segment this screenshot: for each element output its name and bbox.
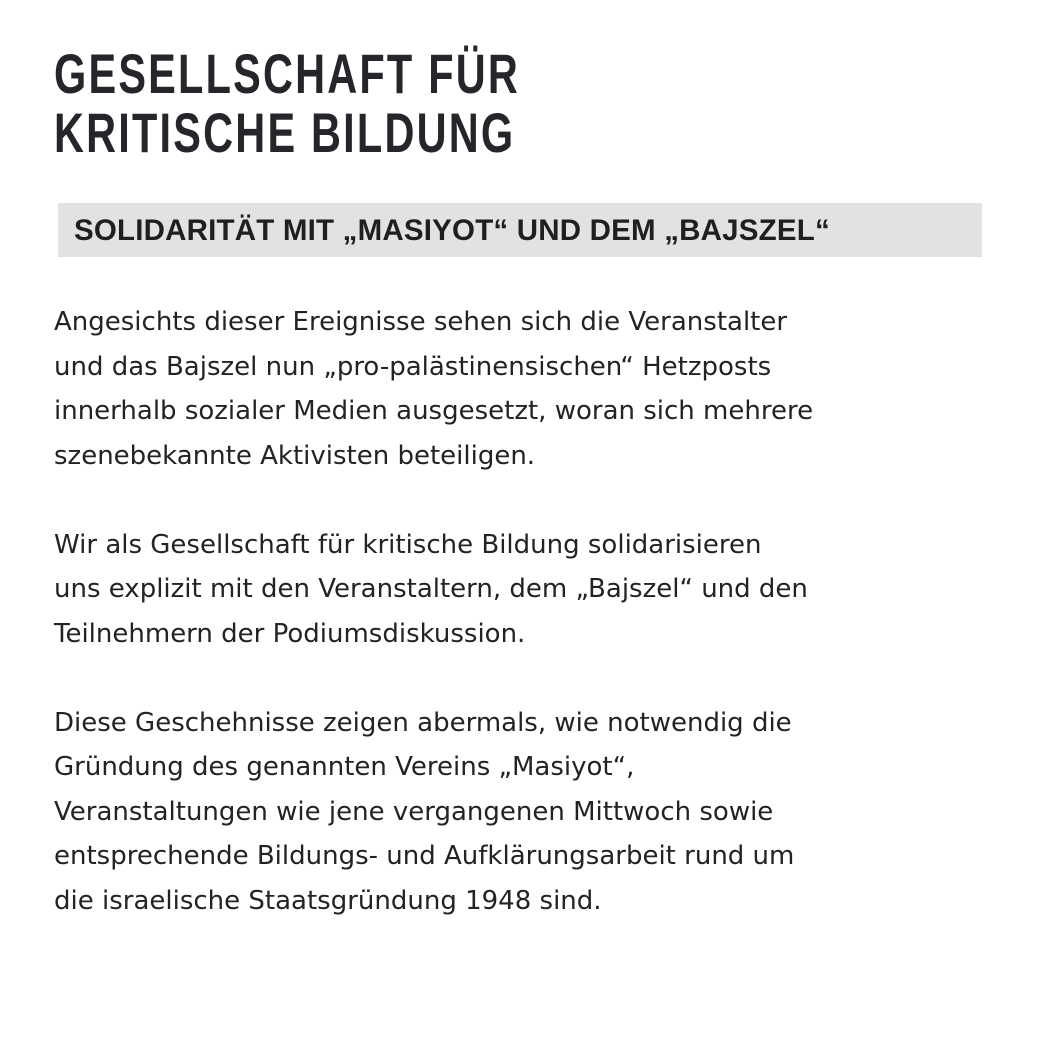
logo-line-1: GESELLSCHAFT FÜR [54,42,521,105]
paragraph-line: Wir als Gesellschaft für kritische Bildung solidarisieren [54,529,762,560]
headline-bar [58,203,982,257]
paragraph-line: Teilnehmern der Podiumsdiskussion. [54,618,526,649]
paragraph-3 [54,701,1014,924]
logo-line-2: KRITISCHE BILDUNG [54,101,516,164]
paragraph-line: uns explizit mit den Veranstaltern, dem „Bajszel“ und den [54,574,808,604]
paragraph-line: szenebekannte Aktivisten beteiligen. [54,440,536,471]
paragraph-line: Gründung des genannten Vereins „Masiyot“, [54,752,635,782]
paragraph-line: die israelische Staatsgründung 1948 sind. [54,885,602,916]
headline: SOLIDARITÄT MIT „MASIYOT“ UND DEM „BAJSZEL“ [74,214,830,247]
paragraph-line: innerhalb sozialer Medien ausgesetzt, woran sich mehrere [54,396,814,426]
paragraph-2 [54,523,1014,657]
paragraph-line: Angesichts dieser Ereignisse sehen sich die Veranstalter [54,307,788,337]
organization-logo [54,44,520,162]
paragraph-1 [54,300,1014,478]
paragraph-spacer [54,478,1014,523]
paragraph-line: Veranstaltungen wie jene vergangenen Mittwoch sowie [54,796,774,827]
body-text [54,300,1014,923]
paragraph-spacer [54,656,1014,701]
paragraph-line: entsprechende Bildungs- und Aufklärungsarbeit rund um [54,841,795,871]
paragraph-line: und das Bajszel nun „pro-palästinensischen“ Hetzposts [54,351,772,382]
paragraph-line: Diese Geschehnisse zeigen abermals, wie notwendig die [54,707,792,738]
